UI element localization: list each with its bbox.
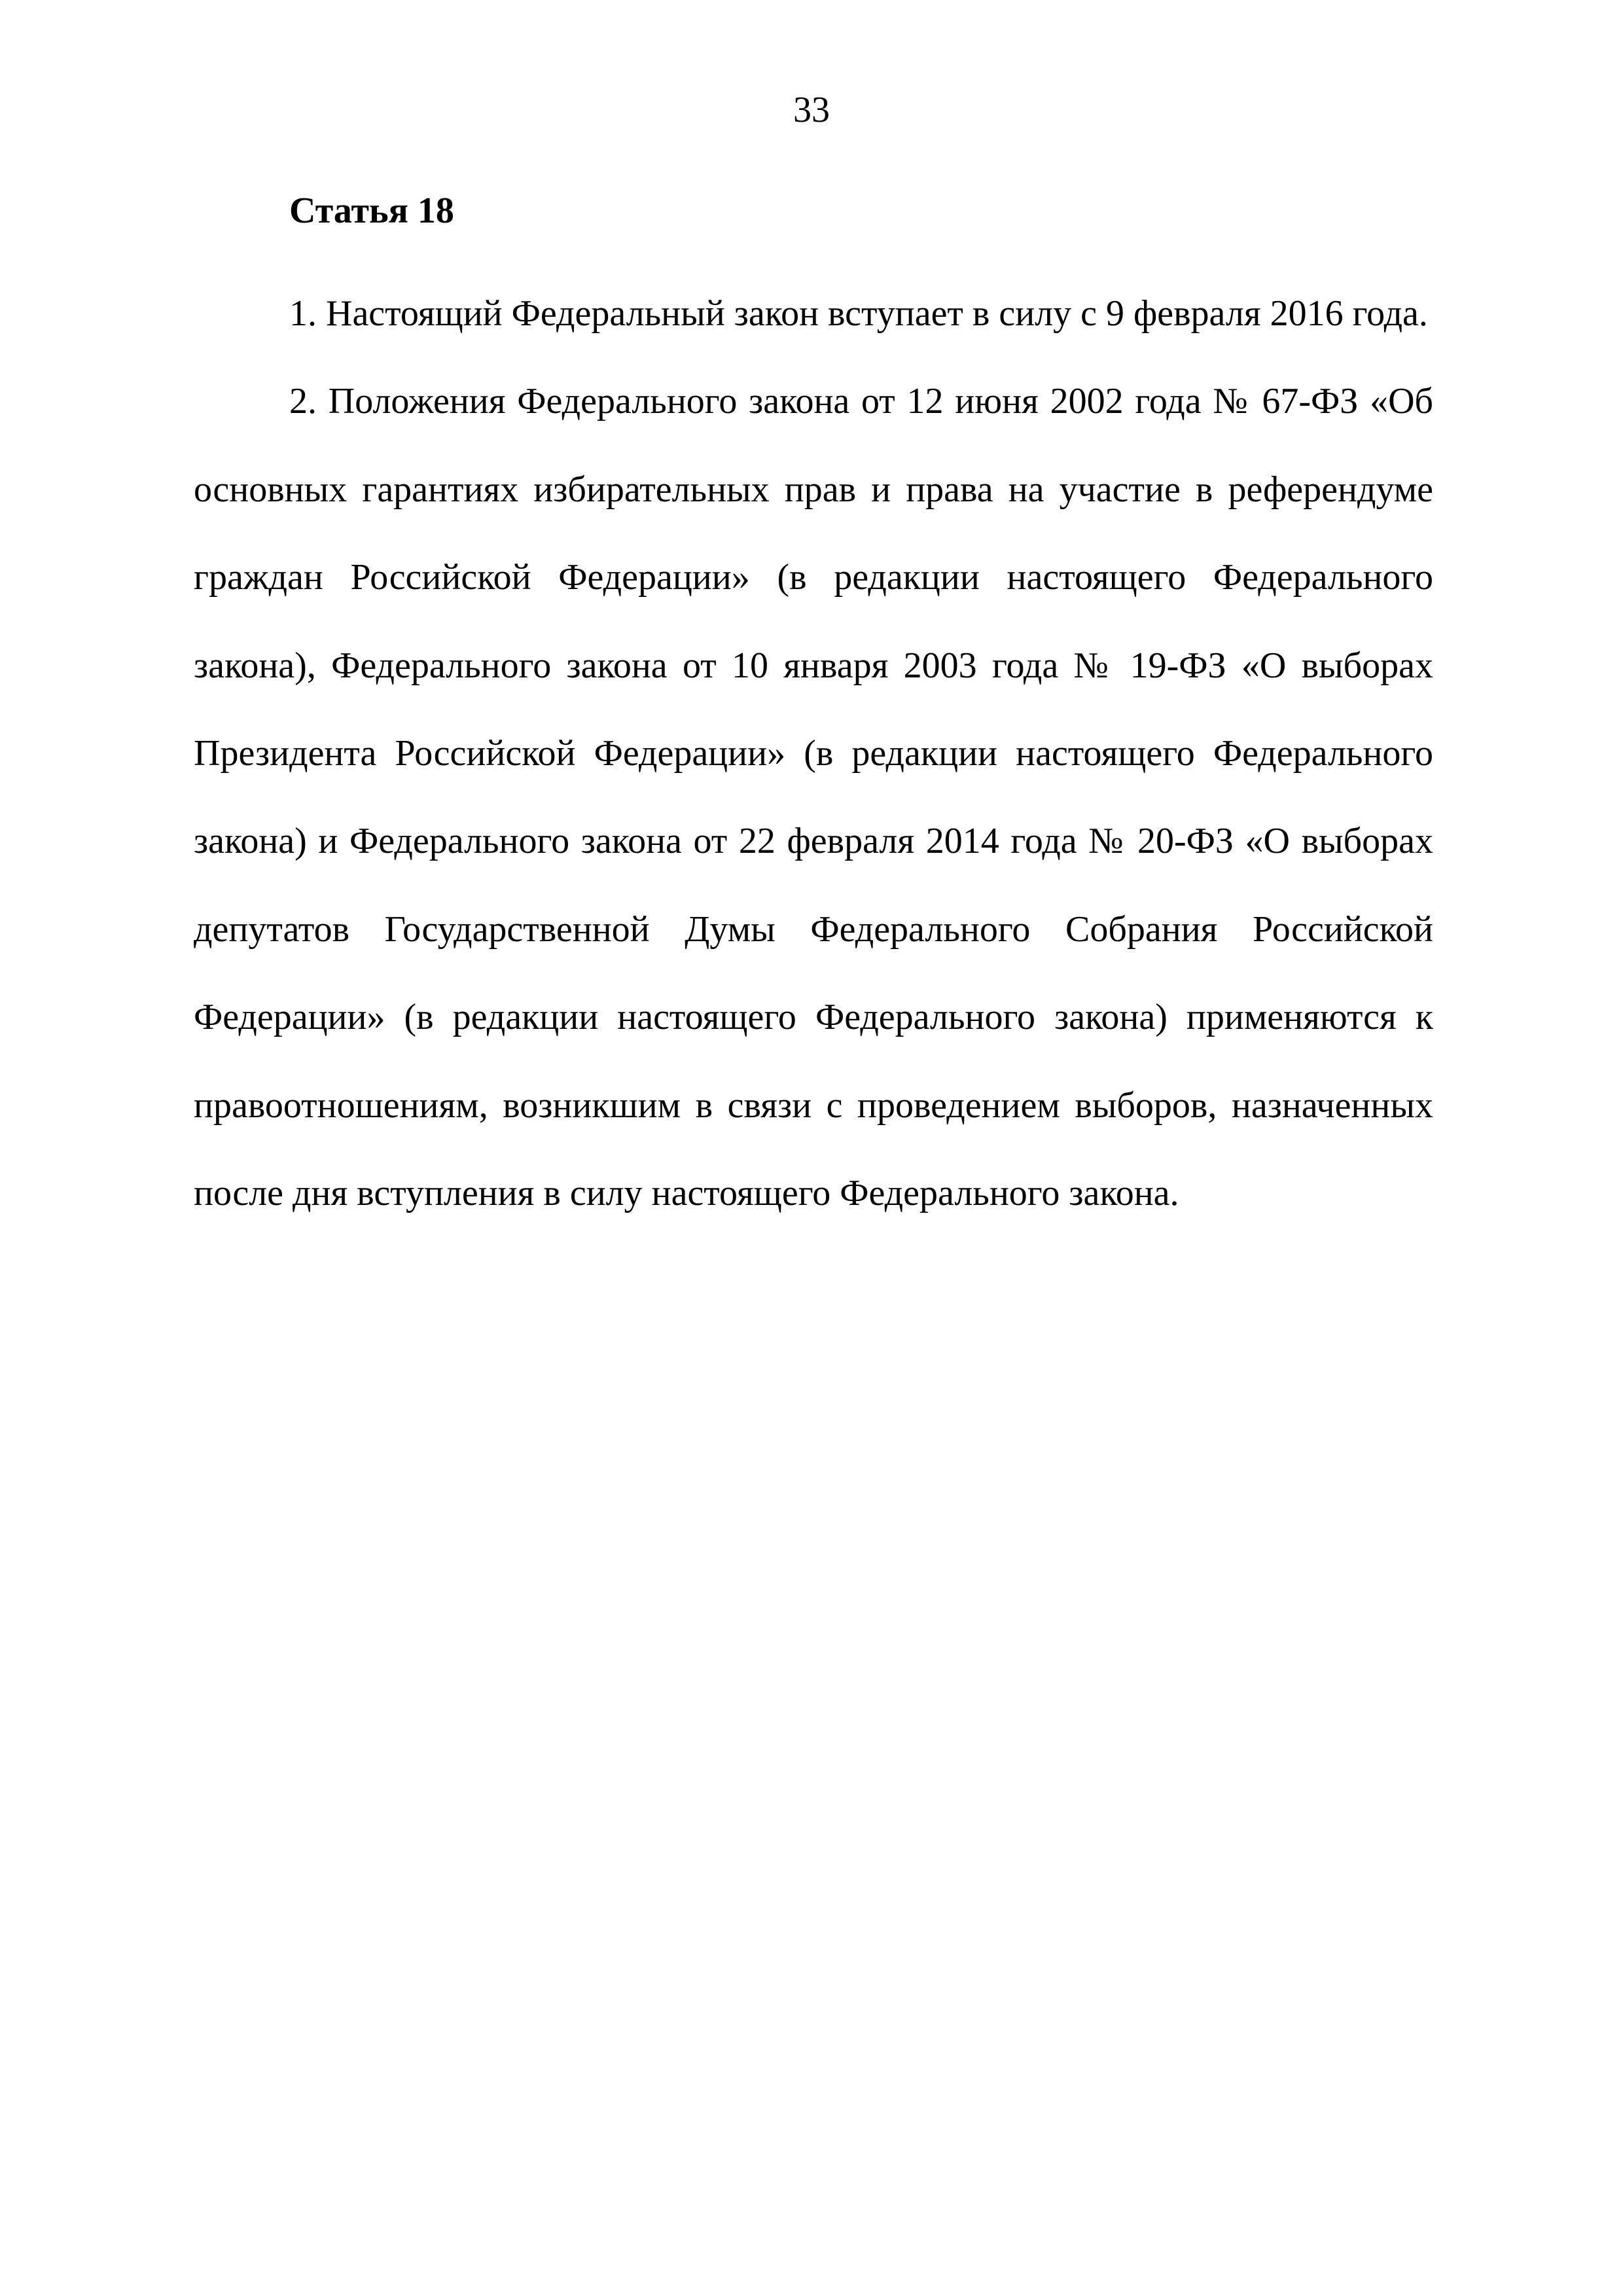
article-title: Статья 18: [289, 190, 454, 231]
paragraph-1: 1. Настоящий Федеральный закон вступает в силу с 9 февраля 2016 года.: [289, 293, 1428, 334]
article-body: [194, 270, 1433, 1237]
paragraph-2: 2. Положения Федерального закона от 12 июня 2002 года № 67-ФЗ «Об основных гарантиях избирательных прав и права на участие в референдуме граждан Российской Федерации» (в редакции настоящего Федерального закона), Федерального закона от 10 января 2003 года № 19-ФЗ «О выборах Президента Российской Федерации» (в редакции настоящего Федерального закона) и Федерального закона от 22 февраля 2014 года № 20-ФЗ «О выборах депутатов Государственной Думы Федерального Собрания Российской Федерации» (в редакции настоящего Федерального закона) применяются к правоотношениям, возникшим в связи с проведением выборов, назначенных после дня вступления в силу настоящего Федерального закона.: [194, 381, 1433, 1214]
page-number: 33: [793, 90, 830, 130]
